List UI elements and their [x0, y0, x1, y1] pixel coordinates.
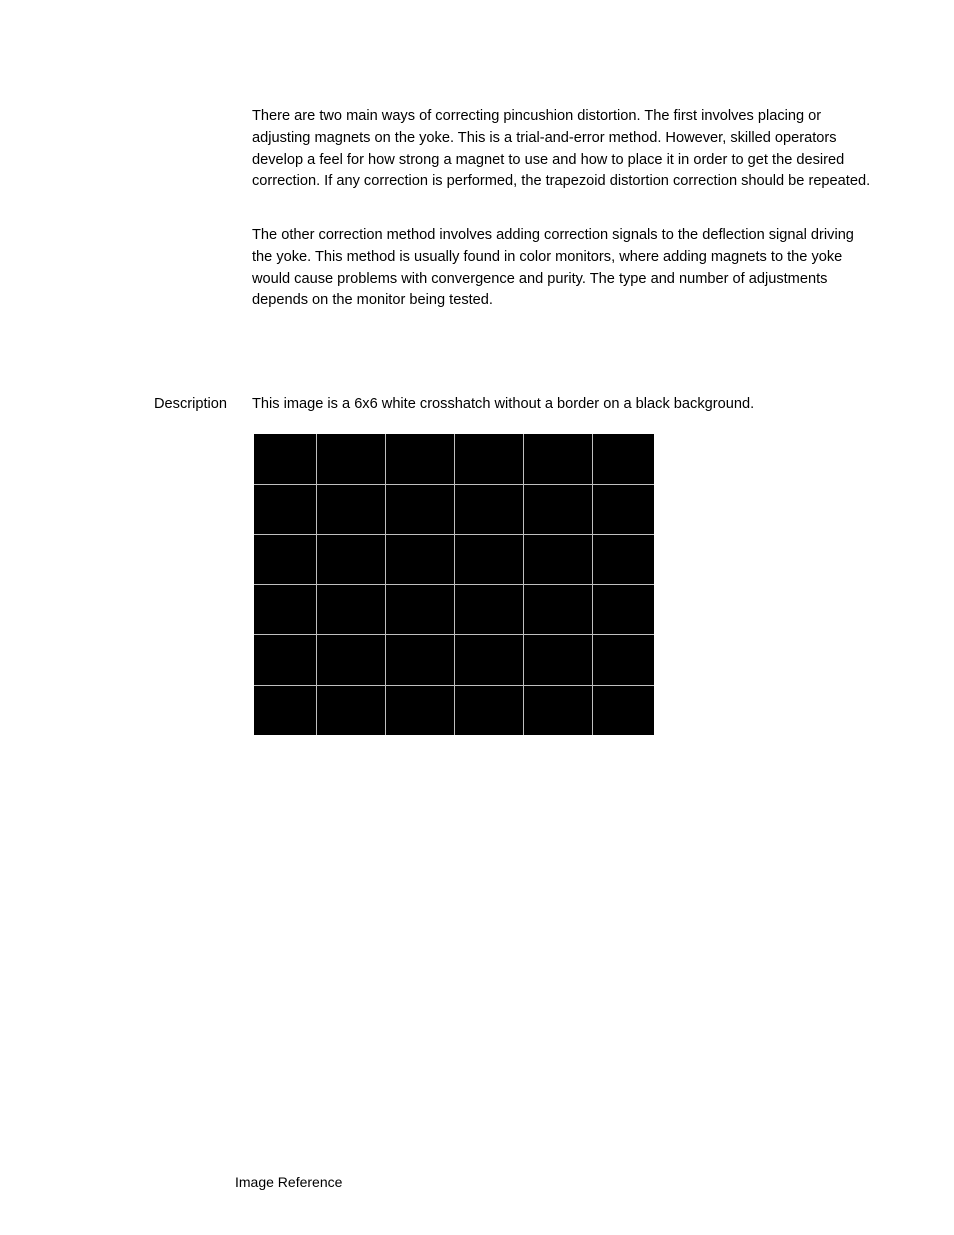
crosshatch-image [254, 434, 654, 735]
description-text: This image is a 6x6 white crosshatch without a border on a black background. [252, 396, 755, 412]
crosshatch-pattern [254, 434, 654, 735]
description-label: Description [154, 396, 227, 412]
footer-image-reference: Image Reference [235, 1174, 343, 1190]
body-paragraph-2: The other correction method involves adding correction signals to the deflection signal driving the yoke. This method is usually found in color monitors, where adding magnets to the yoke would cause problems with convergence and purity. The type and number of adjustments depends on the monitor being tested. [252, 227, 854, 309]
body-paragraph-1: There are two main ways of correcting pincushion distortion. The first involves placing or adjusting magnets on the yoke. This is a trial-and-error method. However, skilled operators develop a feel for how strong a magnet to use and how to place it in order to get the desired correction. If any correction is performed, the trapezoid distortion correction should be repeated. [252, 108, 871, 190]
